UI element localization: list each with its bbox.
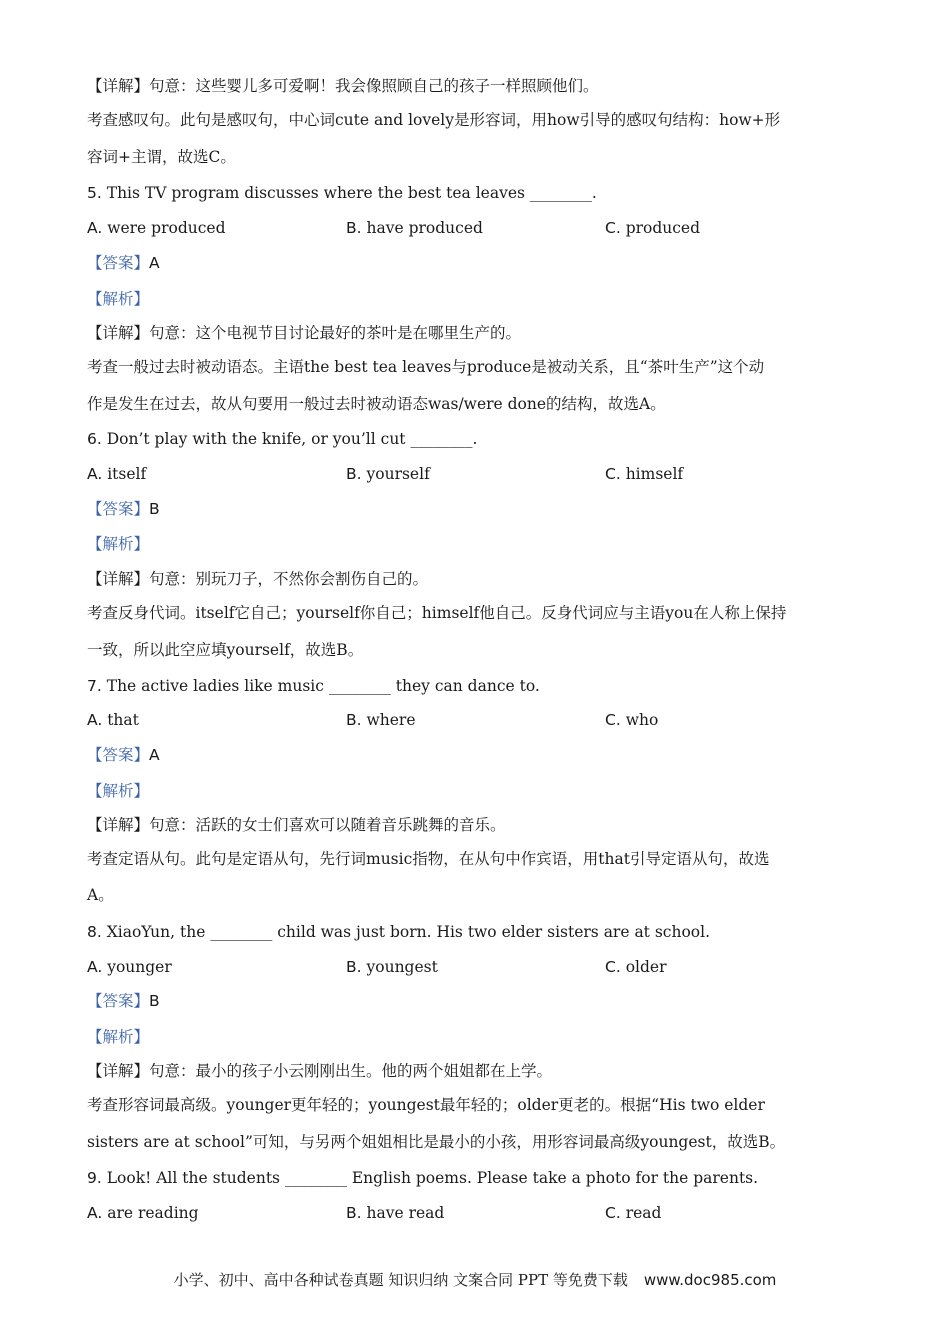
detail-text: 句意：活跃的女士们喜欢可以随着音乐跳舞的音乐。 — [149, 816, 506, 834]
q9-option-c: C. read — [605, 1204, 662, 1222]
detail-text: 句意：别玩刀子，不然你会割伤自己的。 — [149, 570, 429, 588]
q8-answer — [87, 990, 160, 1012]
question-text: Look! All the students ________ English poems. Please take a photo for the parents. — [106, 1169, 759, 1187]
q9-option-a: A. are reading — [87, 1204, 199, 1222]
q5-option-a: A. were produced — [87, 219, 226, 237]
q5-answer — [87, 252, 160, 274]
question-text: The active ladies like music ________ they can dance to. — [106, 677, 540, 695]
q7-answer — [87, 744, 160, 766]
q7-option-b: B. where — [346, 711, 416, 729]
q8-analysis-label: 【解析】 — [87, 1028, 150, 1046]
q8-detail — [87, 1060, 552, 1082]
q9-stem — [87, 1167, 758, 1189]
q7-explanation-line-2: A。 — [87, 886, 114, 904]
question-number: 8. — [87, 923, 102, 941]
answer-label: 【答案】 — [87, 992, 150, 1010]
q5-explanation-line-1: 考查一般过去时被动语态。主语the best tea leaves与produce是被动关系，且“茶叶生产”这个动 — [87, 358, 765, 376]
answer-value: B — [149, 500, 160, 518]
q5-option-c: C. produced — [605, 219, 701, 237]
q6-option-a: A. itself — [87, 465, 147, 483]
question-number: 7. — [87, 677, 102, 695]
q5-analysis-label: 【解析】 — [87, 290, 150, 308]
detail-text: 句意：这些婴儿多可爱啊！我会像照顾自己的孩子一样照顾他们。 — [149, 77, 599, 95]
q5-stem — [87, 182, 597, 204]
detail-label: 【详解】 — [87, 570, 150, 588]
q4-explanation-line-1: 考查感叹句。此句是感叹句，中心词cute and lovely是形容词，用how引导的感叹句结构：how+形 — [87, 111, 781, 129]
question-text: This TV program discusses where the best tea leaves ________. — [106, 184, 597, 202]
q8-stem — [87, 921, 710, 943]
q4-detail — [87, 75, 599, 97]
q7-analysis-label: 【解析】 — [87, 782, 150, 800]
q6-option-b: B. yourself — [346, 465, 430, 483]
detail-label: 【详解】 — [87, 1062, 150, 1080]
q6-stem — [87, 428, 477, 450]
answer-value: A — [149, 254, 160, 272]
question-text: XiaoYun, the ________ child was just born. His two elder sisters are at school. — [106, 923, 711, 941]
q6-explanation-line-2: 一致，所以此空应填yourself，故选B。 — [87, 641, 364, 659]
q4-explanation-line-2: 容词+主谓，故选C。 — [87, 148, 236, 166]
question-text: Don’t play with the knife, or you’ll cut ________. — [106, 430, 478, 448]
detail-label: 【详解】 — [87, 77, 150, 95]
q8-option-c: C. older — [605, 958, 667, 976]
answer-value: B — [149, 992, 160, 1010]
q6-analysis-label: 【解析】 — [87, 535, 150, 553]
q8-explanation-line-1: 考查形容词最高级。younger更年轻的；youngest最年轻的；older更老的。根据“His two elder — [87, 1096, 765, 1114]
question-number: 5. — [87, 184, 102, 202]
detail-label: 【详解】 — [87, 816, 150, 834]
answer-label: 【答案】 — [87, 746, 150, 764]
detail-text: 句意：这个电视节目讨论最好的茶叶是在哪里生产的。 — [149, 324, 522, 342]
detail-text: 句意：最小的孩子小云刚刚出生。他的两个姐姐都在上学。 — [149, 1062, 553, 1080]
q7-option-c: C. who — [605, 711, 659, 729]
q8-option-a: A. younger — [87, 958, 172, 976]
q7-explanation-line-1: 考查定语从句。此句是定语从句，先行词music指物，在从句中作宾语，用that引导定语从句，故选 — [87, 850, 770, 868]
q5-explanation-line-2: 作是发生在过去，故从句要用一般过去时被动语态was/were done的结构，故选A。 — [87, 395, 666, 413]
footer-text: 小学、初中、高中各种试卷真题 知识归纳 文案合同 PPT 等免费下载 — [173, 1271, 628, 1289]
q7-stem — [87, 675, 540, 697]
q6-detail — [87, 568, 428, 590]
q7-detail — [87, 814, 506, 836]
answer-label: 【答案】 — [87, 500, 150, 518]
answer-value: A — [149, 746, 160, 764]
detail-label: 【详解】 — [87, 324, 150, 342]
q5-detail — [87, 322, 521, 344]
answer-label: 【答案】 — [87, 254, 150, 272]
page-footer — [0, 1270, 950, 1290]
q7-option-a: A. that — [87, 711, 139, 729]
q6-answer — [87, 498, 160, 520]
q8-option-b: B. youngest — [346, 958, 438, 976]
q6-option-c: C. himself — [605, 465, 684, 483]
question-number: 6. — [87, 430, 102, 448]
q5-option-b: B. have produced — [346, 219, 483, 237]
q9-option-b: B. have read — [346, 1204, 445, 1222]
question-number: 9. — [87, 1169, 102, 1187]
footer-url[interactable]: www.doc985.com — [643, 1271, 777, 1289]
q8-explanation-line-2: sisters are at school”可知，与另两个姐姐相比是最小的小孩，用形容词最高级youngest，故选B。 — [87, 1133, 786, 1151]
q6-explanation-line-1: 考查反身代词。itself它自己；yourself你自己；himself他自己。反身代词应与主语you在人称上保持 — [87, 604, 787, 622]
